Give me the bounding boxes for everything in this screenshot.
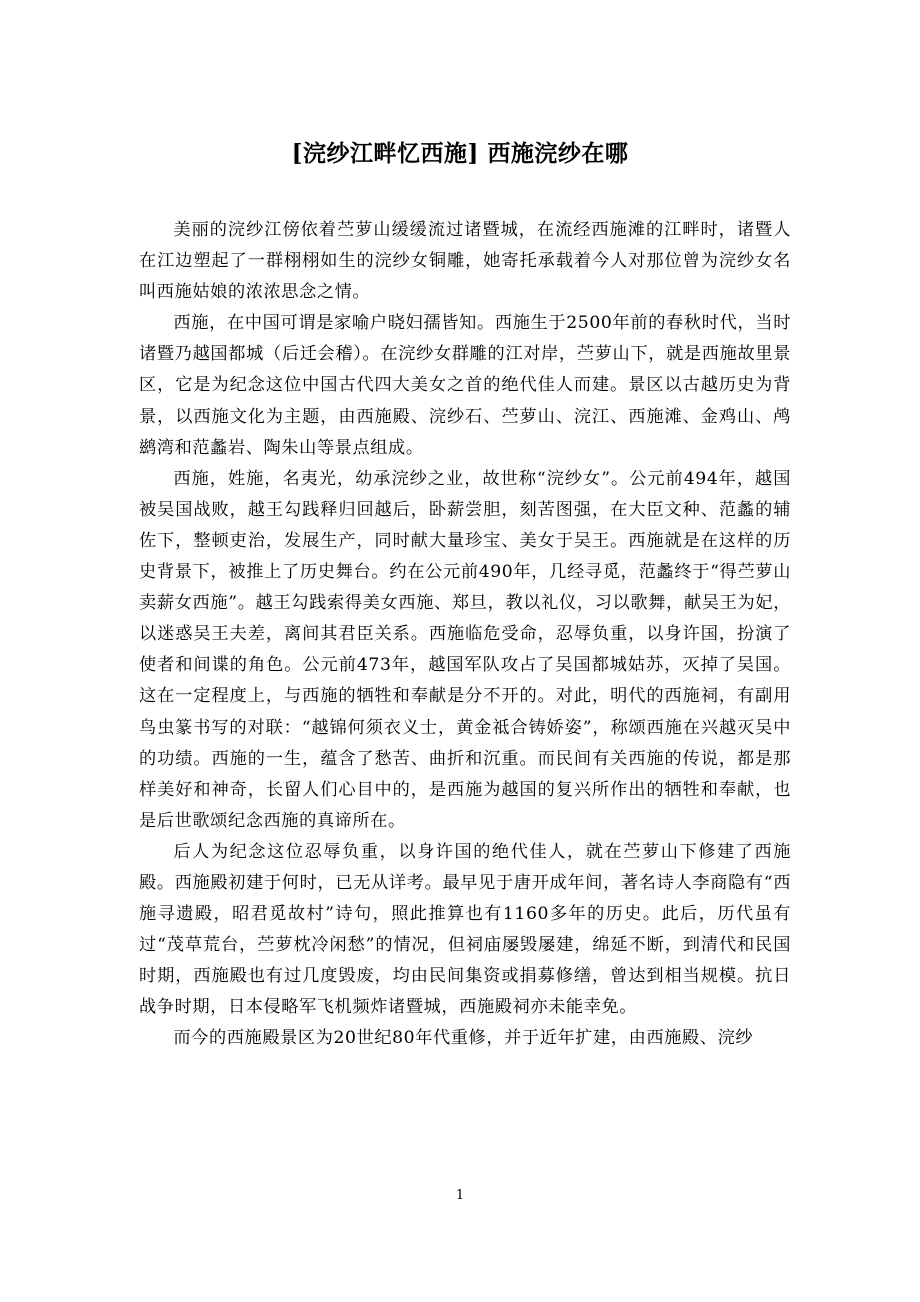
document-title: [浣纱江畔忆西施] 西施浣纱在哪 <box>291 140 629 167</box>
paragraph-5: 而今的西施殿景区为20世纪80年代重修，并于近年扩建，由西施殿、浣纱 <box>173 1028 754 1049</box>
paragraph-2: 西施，在中国可谓是家喻户晓妇孺皆知。西施生于2500年前的春秋时代，当时诸暨乃越国都城（后迁会稽）。在浣纱女群雕的江对岸，苎萝山下，就是西施故里景区，它是为纪念这位中国古代四大美女之首的绝代佳人而建。景区以古越历史为背景，以西施文化为主题，由西施殿、浣纱石、苎萝山、浣江、西施滩、金鸡山、鸬鹚湾和范蠡岩、陶朱山等景点组成。 <box>139 313 791 458</box>
document-body <box>139 215 791 1055</box>
paragraph-1: 美丽的浣纱江傍依着苎萝山缓缓流过诸暨城，在流经西施滩的江畔时，诸暨人在江边塑起了一群栩栩如生的浣纱女铜雕，她寄托承载着今人对那位曾为浣纱女名叫西施姑娘的浓浓思念之情。 <box>139 220 791 303</box>
paragraph-3: 西施，姓施，名夷光，幼承浣纱之业，故世称“浣纱女”。公元前494年，越国被吴国战败，越王勾践释归回越后，卧薪尝胆，刻苦图强，在大臣文种、范蠡的辅佐下，整顿吏治，发展生产，同时献大量珍宝、美女于吴王。西施就是在这样的历史背景下，被推上了历史舞台。约在公元前490年，几经寻觅，范蠡终于“得苎萝山卖薪女西施”。越王勾践索得美女西施、郑旦，教以礼仪，习以歌舞，献吴王为妃，以迷惑吴王夫差，离间其君臣关系。西施临危受命，忍辱负重，以身许国，扮演了使者和间谍的角色。公元前473年，越国军队攻占了吴国都城姑苏，灭掉了吴国。这在一定程度上，与西施的牺牲和奉献是分不开的。对此，明代的西施祠，有副用鸟虫篆书写的对联：“越锦何须衣义士，黄金祗合铸娇姿”，称颂西施在兴越灭吴中的功绩。西施的一生，蕴含了愁苦、曲折和沉重。而民间有关西施的传说，都是那样美好和神奇，长留人们心目中的，是西施为越国的复兴所作出的牺牲和奉献，也是后世歌颂纪念西施的真谛所在。 <box>139 468 791 831</box>
paragraph-4: 后人为纪念这位忍辱负重，以身许国的绝代佳人，就在苎萝山下修建了西施殿。西施殿初建于何时，已无从详考。最早见于唐开成年间，著名诗人李商隐有“西施寻遗殿，昭君觅故村”诗句，照此推算也有1160多年的历史。此后，历代虽有过“茂草荒台，苎萝枕冷闲愁”的情况，但祠庙屡毁屡建，绵延不断，到清代和民国时期，西施殿也有过几度毁废，均由民间集资或捐募修缮，曾达到相当规模。抗日战争时期，日本侵略军飞机频炸诸暨城，西施殿祠亦未能幸免。 <box>139 841 791 1018</box>
page-number: 1 <box>455 1188 465 1203</box>
